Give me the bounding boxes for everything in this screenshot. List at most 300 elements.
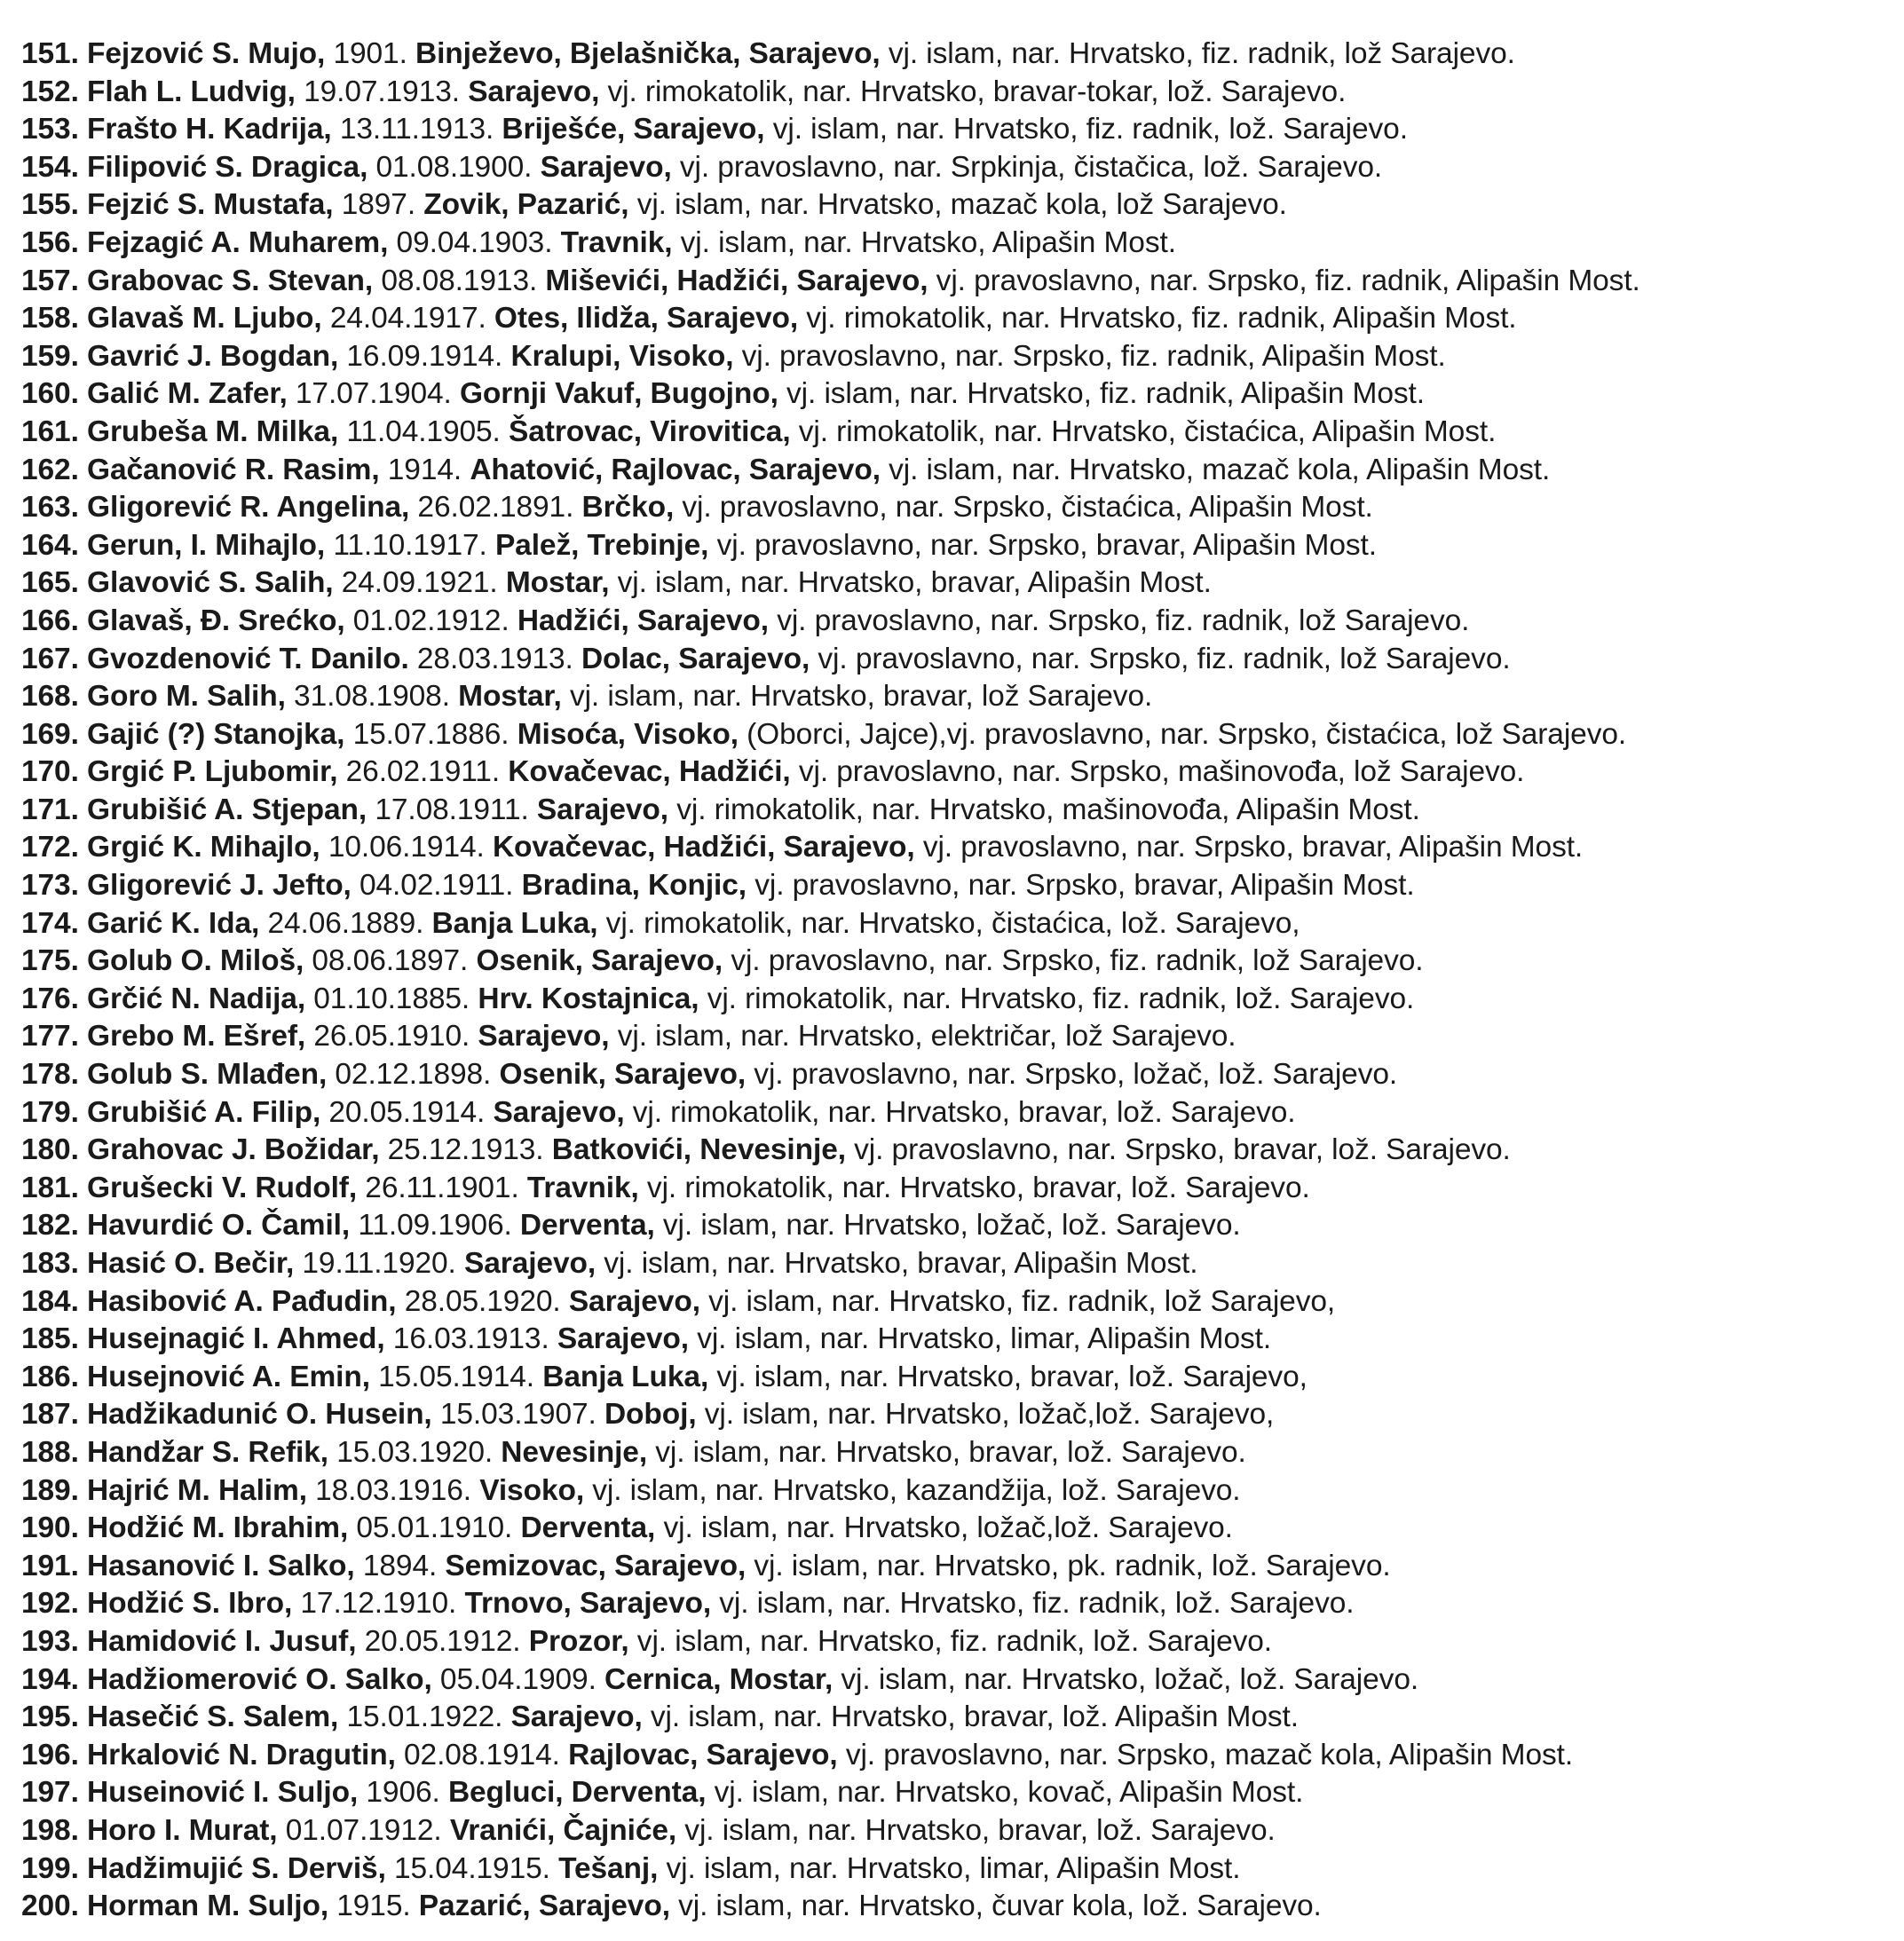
entry-name: Husejnagić I. Ahmed, <box>87 1322 385 1356</box>
entry-name: Handžar S. Refik, <box>87 1435 328 1469</box>
entry-place: Osenik, Sarajevo, <box>476 944 723 978</box>
entry-name: Gvozdenović T. Danilo. <box>87 642 409 675</box>
entry-date: 05.01.1910. <box>348 1511 521 1545</box>
entry-name: Goro M. Salih, <box>87 680 286 714</box>
entry-place: Otes, Ilidža, Sarajevo, <box>494 302 799 335</box>
spacer <box>79 1285 87 1318</box>
entry-date: 11.10.1917. <box>325 528 495 562</box>
entry-date: 1897. <box>333 188 424 222</box>
entry-date: 24.09.1921. <box>333 566 506 600</box>
entry-number: 183. <box>21 1247 79 1280</box>
spacer <box>79 566 87 599</box>
entry-date: 17.07.1904. <box>287 377 460 411</box>
list-item <box>21 1699 1894 1737</box>
list-item <box>21 1623 1894 1661</box>
entry-name: Fejzagić A. Muharem, <box>87 225 389 259</box>
entry-name: Hodžić M. Ibrahim, <box>87 1511 349 1545</box>
entry-place: Osenik, Sarajevo, <box>499 1058 747 1092</box>
entry-details: vj. islam, nar. Hrvatsko, električar, lož Sarajevo. <box>609 1020 1236 1053</box>
entry-place: Sarajevo, <box>463 1247 596 1280</box>
entry-place: Bradina, Konjic, <box>521 869 747 903</box>
document-list <box>21 36 1894 1926</box>
spacer <box>79 1587 87 1620</box>
spacer <box>79 264 87 297</box>
entry-details: vj. islam, nar. Hrvatsko, čuvar kola, lož. Sarajevo. <box>669 1890 1322 1923</box>
entry-name: Hrkalović N. Dragutin, <box>87 1738 396 1771</box>
list-item <box>21 867 1894 905</box>
entry-details: vj. islam, nar. Hrvatsko, kazandžija, lož. Sarajevo. <box>584 1473 1241 1507</box>
entry-name: Horman M. Suljo, <box>87 1890 329 1923</box>
entry-details: vj. rimokatolik, nar. Hrvatsko, bravar-tokar, lož. Sarajevo. <box>599 75 1347 108</box>
entry-name: Glavaš M. Ljubo, <box>87 302 322 335</box>
spacer <box>79 1247 87 1280</box>
list-item <box>21 1207 1894 1245</box>
list-item <box>21 263 1894 301</box>
entry-name: Gačanović R. Rasim, <box>87 453 380 486</box>
entry-date: 15.05.1914. <box>369 1360 543 1393</box>
entry-details: vj. pravoslavno, nar. Srpsko, ložač, lož. Sarajevo. <box>746 1058 1398 1092</box>
entry-name: Grušecki V. Rudolf, <box>87 1171 358 1204</box>
entry-number: 194. <box>21 1662 79 1696</box>
entry-number: 165. <box>21 566 79 600</box>
entry-details: vj. rimokatolik, nar. Hrvatsko, fiz. radnik, Alipašin Most. <box>798 302 1517 335</box>
entry-number: 163. <box>21 491 79 525</box>
entry-number: 151. <box>21 37 79 70</box>
spacer <box>79 1020 87 1053</box>
entry-date: 08.08.1913. <box>373 264 546 297</box>
entry-name: Golub O. Miloš, <box>87 944 304 978</box>
entry-number: 171. <box>21 793 79 826</box>
list-item <box>21 452 1894 490</box>
entry-number: 195. <box>21 1700 79 1734</box>
entry-number: 196. <box>21 1738 79 1771</box>
entry-number: 200. <box>21 1890 79 1923</box>
entry-date: 01.08.1900. <box>367 150 541 184</box>
entry-name: Grabovac S. Stevan, <box>87 264 374 297</box>
entry-date: 15.07.1886. <box>344 717 517 751</box>
list-item <box>21 1434 1894 1472</box>
entry-date: 25.12.1913. <box>379 1133 552 1167</box>
list-item <box>21 1472 1894 1511</box>
entry-details: vj. rimokatolik, nar. Hrvatsko, čistaćica, Alipašin Most. <box>790 414 1497 448</box>
entry-number: 180. <box>21 1133 79 1167</box>
entry-name: Filipović S. Dragica, <box>87 150 368 184</box>
entry-name: Grubišić A. Filip, <box>87 1095 321 1129</box>
entry-name: Gerun, I. Mihajlo, <box>87 528 326 562</box>
entry-number: 190. <box>21 1511 79 1545</box>
entry-number: 155. <box>21 188 79 222</box>
entry-place: Kralupi, Visoko, <box>510 339 734 373</box>
spacer <box>79 907 87 940</box>
entry-date: 28.05.1920. <box>396 1284 569 1318</box>
entry-details: vj. rimokatolik, nar. Hrvatsko, bravar, lož. Sarajevo. <box>638 1171 1310 1204</box>
entry-name: Grubeša M. Milka, <box>87 414 339 448</box>
entry-number: 192. <box>21 1587 79 1621</box>
entry-place: Misoća, Visoko, <box>517 717 739 751</box>
list-item <box>21 74 1894 112</box>
entry-number: 186. <box>21 1360 79 1393</box>
entry-place: Gornji Vakuf, Bugojno, <box>459 377 778 411</box>
spacer <box>79 1361 87 1393</box>
entry-number: 167. <box>21 642 79 675</box>
list-item <box>21 300 1894 338</box>
entry-date: 1915. <box>328 1890 419 1923</box>
spacer <box>79 944 87 977</box>
entry-name: Fejzić S. Mustafa, <box>87 188 334 222</box>
list-item <box>21 829 1894 867</box>
entry-place: Pazarić, Sarajevo, <box>418 1890 670 1923</box>
entry-number: 188. <box>21 1435 79 1469</box>
entry-name: Hadžikadunić O. Husein, <box>87 1398 432 1432</box>
list-item <box>21 1850 1894 1889</box>
entry-details: vj. islam, nar. Hrvatsko, bravar, lož. Sarajevo, <box>708 1360 1308 1393</box>
entry-date: 19.11.1920. <box>294 1247 464 1280</box>
list-item <box>21 1132 1894 1170</box>
spacer <box>79 340 87 373</box>
entry-name: Hadžimujić S. Derviš, <box>87 1851 386 1885</box>
list-item <box>21 338 1894 376</box>
entry-name: Gavrić J. Bogdan, <box>87 339 339 373</box>
entry-number: 189. <box>21 1473 79 1507</box>
entry-date: 01.10.1885. <box>305 982 478 1015</box>
spacer <box>79 1209 87 1242</box>
spacer <box>79 188 87 221</box>
list-item <box>21 414 1894 452</box>
entry-details: vj. pravoslavno, nar. Srpsko, mazač kola, Alipašin Most. <box>837 1738 1574 1771</box>
entry-details: vj. pravoslavno, nar. Srpsko, fiz. radnik, Alipašin Most. <box>928 264 1640 297</box>
list-item <box>21 111 1894 149</box>
entry-number: 157. <box>21 264 79 297</box>
entry-name: Glavaš, Đ. Srećko, <box>87 604 345 637</box>
spacer <box>79 302 87 335</box>
entry-details: vj. islam, nar. Hrvatsko, fiz. radnik, lož Sarajevo. <box>880 37 1515 70</box>
list-item <box>21 678 1894 716</box>
entry-date: 1914. <box>379 453 470 486</box>
entry-date: 20.05.1914. <box>320 1095 494 1129</box>
spacer <box>79 718 87 751</box>
entry-date: 15.04.1915. <box>385 1851 559 1885</box>
list-item <box>21 1359 1894 1397</box>
entry-date: 09.04.1903. <box>388 225 561 259</box>
entry-number: 177. <box>21 1020 79 1053</box>
spacer <box>79 75 87 108</box>
list-item <box>21 1548 1894 1586</box>
entry-name: Hodžić S. Ibro, <box>87 1587 293 1621</box>
entry-details: vj. pravoslavno, nar. Srpsko, bravar, lož. Sarajevo. <box>845 1133 1511 1167</box>
spacer <box>79 37 87 70</box>
entry-date: 1901. <box>325 37 415 70</box>
spacer <box>79 151 87 184</box>
spacer <box>79 1663 87 1696</box>
spacer <box>79 869 87 902</box>
entry-name: Fejzović S. Mujo, <box>87 37 326 70</box>
spacer <box>79 1172 87 1204</box>
list-item <box>21 1170 1894 1208</box>
entry-name: Grgić K. Mihajlo, <box>87 831 320 864</box>
list-item <box>21 754 1894 792</box>
entry-date: 15.03.1907. <box>431 1398 604 1432</box>
list-item <box>21 792 1894 830</box>
list-item <box>21 36 1894 74</box>
spacer <box>79 1436 87 1469</box>
entry-number: 161. <box>21 414 79 448</box>
entry-place: Vranići, Čajniće, <box>449 1813 677 1847</box>
entry-place: Miševići, Hadžići, Sarajevo, <box>545 264 928 297</box>
entry-name: Horo I. Murat, <box>87 1813 278 1847</box>
entry-date: 13.11.1913. <box>331 113 502 146</box>
entry-number: 197. <box>21 1776 79 1810</box>
entry-date: 01.02.1912. <box>344 604 517 637</box>
entry-date: 15.01.1922. <box>338 1700 511 1734</box>
entry-details: vj. pravoslavno, nar. Srpsko, bravar, Alipašin Most. <box>708 528 1377 562</box>
entry-date: 04.02.1911. <box>351 869 522 903</box>
spacer <box>79 680 87 713</box>
list-item <box>21 1661 1894 1700</box>
list-item <box>21 1094 1894 1132</box>
entry-details: vj. islam, nar. Hrvatsko, limar, Alipašin Most. <box>688 1322 1272 1356</box>
entry-details: vj. islam, nar. Hrvatsko, fiz. radnik, Alipašin Most. <box>778 377 1425 411</box>
spacer <box>79 1739 87 1771</box>
entry-number: 168. <box>21 680 79 714</box>
entry-number: 156. <box>21 225 79 259</box>
spacer <box>79 643 87 675</box>
entry-place: Nevesinje, <box>501 1435 648 1469</box>
list-item <box>21 1510 1894 1548</box>
entry-details: vj. pravoslavno, nar. Srpsko, mašinovođa, lož Sarajevo. <box>790 755 1525 789</box>
entry-place: Brčko, <box>581 491 675 525</box>
entry-date: 05.04.1909. <box>431 1662 604 1696</box>
entry-number: 198. <box>21 1813 79 1847</box>
entry-name: Hasibović A. Pađudin, <box>87 1284 397 1318</box>
entry-place: Prozor, <box>528 1624 629 1658</box>
list-item <box>21 1585 1894 1623</box>
entry-date: 08.06.1897. <box>304 944 477 978</box>
spacer <box>79 831 87 864</box>
entry-name: Grebo M. Ešref, <box>87 1020 306 1053</box>
entry-place: Kovačevac, Hadžići, Sarajevo, <box>492 831 915 864</box>
entry-details: vj. islam, nar. Hrvatsko, ložač,lož. Sarajevo, <box>696 1398 1275 1432</box>
entry-place: Tešanj, <box>558 1851 659 1885</box>
entry-place: Visoko, <box>479 1473 585 1507</box>
spacer <box>79 226 87 259</box>
spacer <box>79 793 87 826</box>
spacer <box>79 1398 87 1431</box>
entry-date: 19.07.1913. <box>295 75 469 108</box>
entry-date: 11.04.1905. <box>338 414 509 448</box>
entry-place: Sarajevo, <box>536 793 669 826</box>
entry-number: 154. <box>21 150 79 184</box>
list-item <box>21 1245 1894 1283</box>
entry-place: Travnik, <box>526 1171 639 1204</box>
list-item <box>21 943 1894 981</box>
entry-name: Frašto H. Kadrija, <box>87 113 332 146</box>
entry-place: Šatrovac, Virovitica, <box>508 414 791 448</box>
entry-number: 162. <box>21 453 79 486</box>
list-item <box>21 1774 1894 1812</box>
entry-place: Sarajevo, <box>540 150 672 184</box>
spacer <box>79 755 87 788</box>
entry-place: Mostar, <box>458 680 562 714</box>
entry-name: Hamidović I. Jusuf, <box>87 1624 357 1658</box>
spacer <box>79 1133 87 1166</box>
entry-name: Gligorević R. Angelina, <box>87 491 410 525</box>
entry-number: 152. <box>21 75 79 108</box>
list-item <box>21 716 1894 754</box>
entry-date: 18.03.1916. <box>306 1473 480 1507</box>
list-item <box>21 489 1894 527</box>
entry-details: vj. islam, nar. Hrvatsko, ložač, lož. Sarajevo. <box>654 1209 1241 1243</box>
entry-name: Huseinović I. Suljo, <box>87 1776 359 1810</box>
entry-date: 10.06.1914. <box>320 831 493 864</box>
entry-name: Flah L. Ludvig, <box>87 75 296 108</box>
entry-details: vj. islam, nar. Hrvatsko, kovač, Alipašin Most. <box>706 1776 1304 1810</box>
entry-date: 26.05.1910. <box>305 1020 478 1053</box>
entry-name: Galić M. Zafer, <box>87 377 288 411</box>
spacer <box>79 529 87 562</box>
list-item <box>21 1283 1894 1322</box>
entry-number: 169. <box>21 717 79 751</box>
entry-name: Hadžiomerović O. Salko, <box>87 1662 432 1696</box>
entry-place: Mostar, <box>505 566 610 600</box>
spacer <box>79 1700 87 1733</box>
entry-details: vj. pravoslavno, nar. Srpsko, fiz. radnik, lož Sarajevo. <box>768 604 1470 637</box>
entry-name: Grčić N. Nadija, <box>87 982 306 1015</box>
entry-name: Hasečić S. Salem, <box>87 1700 339 1734</box>
list-item <box>21 603 1894 641</box>
entry-details: vj. islam, nar. Hrvatsko, pk. radnik, lož. Sarajevo. <box>746 1549 1391 1582</box>
entry-place: Zovik, Pazarić, <box>423 188 629 222</box>
entry-place: Sarajevo, <box>568 1284 700 1318</box>
entry-place: Palež, Trebinje, <box>494 528 709 562</box>
list-item <box>21 1888 1894 1926</box>
entry-place: Sarajevo, <box>468 75 600 108</box>
entry-details: vj. islam, nar. Hrvatsko, ložač,lož. Sarajevo. <box>655 1511 1233 1545</box>
spacer <box>79 1474 87 1507</box>
spacer <box>79 982 87 1015</box>
entry-details: vj. islam, nar. Hrvatsko, mazač kola, Alipašin Most. <box>880 453 1551 486</box>
entry-details: vj. islam, nar. Hrvatsko, bravar, lož Sarajevo. <box>561 680 1153 714</box>
entry-date: 02.08.1914. <box>395 1738 569 1771</box>
entry-date: 1906. <box>358 1776 448 1810</box>
entry-number: 174. <box>21 906 79 940</box>
entry-name: Grahovac J. Božidar, <box>87 1133 380 1167</box>
list-item <box>21 1812 1894 1850</box>
entry-details: vj. islam, nar. Hrvatsko, fiz. radnik, lož. Sarajevo. <box>628 1624 1272 1658</box>
entry-number: 187. <box>21 1398 79 1432</box>
entry-place: Sarajevo, <box>557 1322 689 1356</box>
entry-name: Hasanović I. Salko, <box>87 1549 355 1582</box>
entry-number: 153. <box>21 113 79 146</box>
entry-place: Doboj, <box>604 1398 697 1432</box>
entry-date: 26.02.1891. <box>409 491 582 525</box>
entry-details: vj. islam, nar. Hrvatsko, bravar, lož. Sarajevo. <box>676 1813 1276 1847</box>
entry-details: vj. islam, nar. Hrvatsko, fiz. radnik, lož. Sarajevo. <box>764 113 1408 146</box>
spacer <box>79 1096 87 1129</box>
list-item <box>21 225 1894 263</box>
list-item <box>21 1018 1894 1056</box>
entry-place: Sarajevo, <box>493 1095 625 1129</box>
entry-place: Banja Luka, <box>542 1360 709 1393</box>
list-item <box>21 375 1894 414</box>
entry-date: 31.08.1908. <box>285 680 459 714</box>
list-item <box>21 981 1894 1019</box>
entry-details: vj. islam, nar. Hrvatsko, bravar, lož. Sarajevo. <box>647 1435 1246 1469</box>
entry-number: 176. <box>21 982 79 1015</box>
entry-place: Sarajevo, <box>478 1020 610 1053</box>
entry-number: 179. <box>21 1095 79 1129</box>
spacer <box>79 454 87 486</box>
spacer <box>79 491 87 524</box>
entry-number: 170. <box>21 755 79 789</box>
entry-place: Trnovo, Sarajevo, <box>464 1587 712 1621</box>
entry-name: Gajić (?) Stanojka, <box>87 717 345 751</box>
entry-number: 178. <box>21 1058 79 1092</box>
entry-name: Garić K. Ida, <box>87 906 260 940</box>
entry-date: 17.12.1910. <box>292 1587 465 1621</box>
entry-name: Husejnović A. Emin, <box>87 1360 370 1393</box>
list-item <box>21 641 1894 679</box>
entry-details: vj. pravoslavno, nar. Srpsko, fiz. radnik, lož Sarajevo. <box>810 642 1511 675</box>
entry-number: 185. <box>21 1322 79 1356</box>
spacer <box>79 1625 87 1658</box>
spacer <box>79 1550 87 1582</box>
entry-date: 24.06.1889. <box>259 906 432 940</box>
entry-details: (Oborci, Jajce),vj. pravoslavno, nar. Srpsko, čistaćica, lož Sarajevo. <box>738 717 1627 751</box>
entry-place: Travnik, <box>560 225 673 259</box>
entry-place: Banja Luka, <box>431 906 598 940</box>
entry-details: vj. islam, nar. Hrvatsko, Alipašin Most. <box>672 225 1176 259</box>
entry-number: 172. <box>21 831 79 864</box>
entry-place: Hadžići, Sarajevo, <box>517 604 769 637</box>
entry-number: 181. <box>21 1171 79 1204</box>
entry-details: vj. pravoslavno, nar. Srpkinja, čistačica, lož. Sarajevo. <box>671 150 1383 184</box>
entry-details: vj. pravoslavno, nar. Srpsko, fiz. radnik, lož Sarajevo. <box>723 944 1424 978</box>
list-item <box>21 1056 1894 1094</box>
entry-name: Grubišić A. Stjepan, <box>87 793 367 826</box>
list-item <box>21 149 1894 187</box>
entry-name: Havurdić O. Čamil, <box>87 1209 351 1243</box>
entry-date: 1894. <box>354 1549 446 1582</box>
spacer <box>79 604 87 637</box>
entry-place: Derventa, <box>520 1511 656 1545</box>
entry-details: vj. pravoslavno, nar. Srpsko, bravar, Alipašin Most. <box>914 831 1584 864</box>
entry-place: Derventa, <box>519 1209 655 1243</box>
entry-date: 11.09.1906. <box>350 1209 520 1243</box>
list-item <box>21 905 1894 943</box>
entry-number: 159. <box>21 339 79 373</box>
list-item <box>21 1321 1894 1359</box>
entry-details: vj. islam, nar. Hrvatsko, bravar, Alipašin Most. <box>609 566 1212 600</box>
entry-place: Cernica, Mostar, <box>604 1662 833 1696</box>
entry-number: 166. <box>21 604 79 637</box>
entry-date: 01.07.1912. <box>277 1813 450 1847</box>
entry-details: vj. islam, nar. Hrvatsko, fiz. radnik, lož Sarajevo, <box>699 1284 1336 1318</box>
spacer <box>79 1058 87 1091</box>
entry-name: Grgić P. Ljubomir, <box>87 755 338 789</box>
spacer <box>79 377 87 410</box>
entry-place: Kovačevac, Hadžići, <box>508 755 791 789</box>
entry-name: Hajrić M. Halim, <box>87 1473 307 1507</box>
spacer <box>79 1511 87 1544</box>
list-item <box>21 1396 1894 1434</box>
spacer <box>79 113 87 146</box>
entry-date: 20.05.1912. <box>356 1624 529 1658</box>
entry-date: 16.09.1914. <box>338 339 511 373</box>
entry-place: Begluci, Derventa, <box>447 1776 707 1810</box>
entry-name: Glavović S. Salih, <box>87 566 334 600</box>
entry-date: 16.03.1913. <box>384 1322 557 1356</box>
entry-place: Sarajevo, <box>510 1700 643 1734</box>
